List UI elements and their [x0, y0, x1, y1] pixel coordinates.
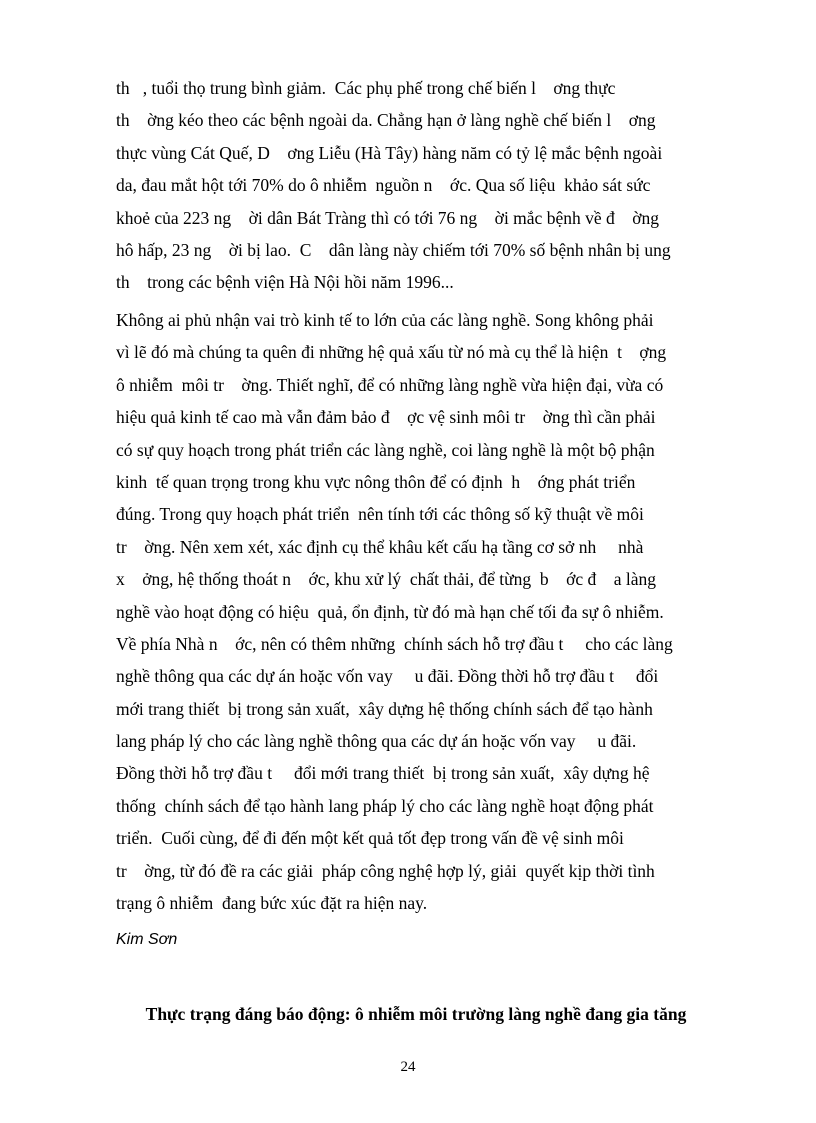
paragraph-line: Đồng thời hỗ trợ đầu t đổi mới trang thiết bị trong sản xuất, xây dựng hệ — [116, 763, 650, 784]
paragraph-line: ô nhiễm môi tr ờng. Thiết nghĩ, để có những làng nghề vừa hiện đại, vừa có — [116, 374, 664, 395]
paragraph-line: th trong các bệnh viện Hà Nội hồi năm 1996... — [116, 272, 454, 293]
paragraph-line: khoẻ của 223 ng ời dân Bát Tràng thì có tới 76 ng ời mắc bệnh về đ ờng — [116, 207, 659, 228]
paragraph-line: có sự quy hoạch trong phát triển các làng nghề, coi làng nghề là một bộ phận — [116, 439, 655, 460]
body-paragraph-2 — [116, 304, 716, 919]
paragraph-line: mới trang thiết bị trong sản xuất, xây dựng hệ thống chính sách để tạo hành — [116, 698, 653, 719]
paragraph-line: thực vùng Cát Quế, D ơng Liễu (Hà Tây) hàng năm có tỷ lệ mắc bệnh ngoài — [116, 142, 663, 163]
paragraph-line: tr ờng, từ đó đề ra các giải pháp công nghệ hợp lý, giải quyết kịp thời tình — [116, 860, 655, 881]
paragraph-line: hô hấp, 23 ng ời bị lao. C dân làng này chiếm tới 70% số bệnh nhân bị ung — [116, 239, 671, 260]
paragraph-line: nghề thông qua các dự án hoặc vốn vay u đãi. Đồng thời hỗ trợ đầu t đổi — [116, 666, 659, 687]
paragraph-line: th , tuổi thọ trung bình giảm. Các phụ phế trong chế biến l ơng thực — [116, 78, 616, 98]
page-number: 24 — [400, 1059, 416, 1075]
paragraph-line: x ởng, hệ thống thoát n ớc, khu xử lý chất thải, để từng b ớc đ a làng — [116, 569, 657, 590]
paragraph-line: tr ờng. Nên xem xét, xác định cụ thể khâu kết cấu hạ tầng cơ sở nh nhà — [116, 536, 644, 557]
paragraph-line: Không ai phủ nhận vai trò kinh tế to lớn của các làng nghề. Song không phải — [116, 310, 654, 330]
section-heading: Thực trạng đáng báo động: ô nhiễm môi trường làng nghề đang gia tăng — [145, 1004, 687, 1024]
paragraph-line: Về phía Nhà n ớc, nên có thêm những chính sách hỗ trợ đầu t cho các làng — [116, 633, 673, 654]
paragraph-line: kinh tế quan trọng trong khu vực nông thôn để có định h ớng phát triển — [116, 471, 636, 492]
paragraph-line: th ờng kéo theo các bệnh ngoài da. Chẳng hạn ở làng nghề chế biến l ơng — [116, 110, 656, 131]
paragraph-line: da, đau mắt hột tới 70% do ô nhiễm nguồn n ớc. Qua số liệu khảo sát sức — [116, 175, 651, 196]
paragraph-line: vì lẽ đó mà chúng ta quên đi những hệ quả xấu từ nó mà cụ thể là hiện t ợng — [116, 342, 667, 363]
paragraph-line: lang pháp lý cho các làng nghề thông qua các dự án hoặc vốn vay u đãi. — [116, 731, 637, 752]
paragraph-line: hiệu quả kinh tế cao mà vẫn đảm bảo đ ợc vệ sinh môi tr ờng thì cần phải — [116, 407, 656, 428]
paragraph-line: đúng. Trong quy hoạch phát triển nên tính tới các thông số kỹ thuật về môi — [116, 504, 644, 525]
author-signature: Kim Sơn — [116, 931, 178, 948]
paragraph-line: nghề vào hoạt động có hiệu quả, ổn định, từ đó mà hạn chế tối đa sự ô nhiễm. — [116, 601, 664, 622]
paragraph-line: trạng ô nhiễm đang bức xúc đặt ra hiện nay. — [116, 893, 428, 914]
paragraph-line: triển. Cuối cùng, để đi đến một kết quả tốt đẹp trong vấn đề vệ sinh môi — [116, 828, 624, 849]
body-paragraph-1 — [116, 72, 716, 299]
paragraph-line: thống chính sách để tạo hành lang pháp lý cho các làng nghề hoạt động phát — [116, 795, 654, 816]
